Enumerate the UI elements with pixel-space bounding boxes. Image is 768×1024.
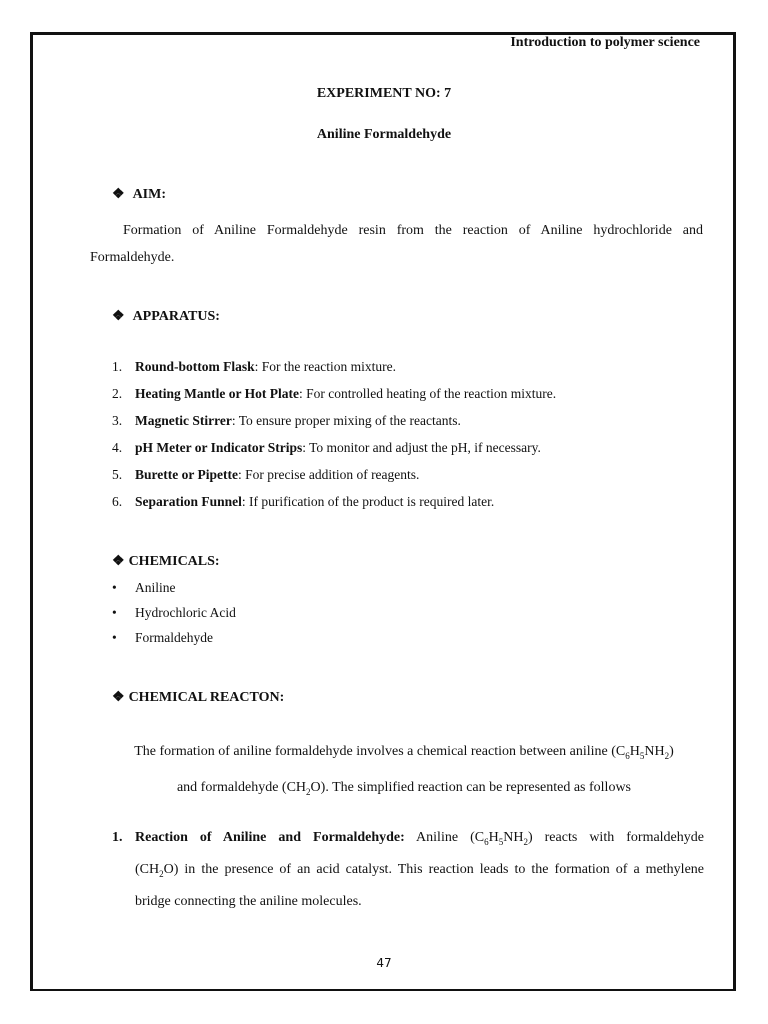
diamond-bullet-icon: ❖ [112,690,125,705]
experiment-number: EXPERIMENT NO: 7 [316,86,452,101]
item-number: 2. [112,386,123,401]
step-line-1: 1. Reaction of Aniline and Formaldehyde: Aniline $(C_6H_5NH_2)$ reacts with formaldehyde [112,830,704,847]
item-name: Round-bottom Flask [135,359,255,374]
item-description: : For precise addition of reagents. [237,467,420,482]
list-item [112,464,556,491]
step-title: Reaction of Aniline and Formaldehyde: [135,830,405,845]
chemicals-heading [112,553,220,570]
apparatus-list [112,356,556,518]
aim-heading [112,186,166,203]
item-name: Separation Funnel [135,494,242,509]
chemical-name: Aniline [135,580,176,595]
chemicals-heading-text: CHEMICALS: [128,554,220,569]
aim-heading-text: AIM: [132,187,166,202]
list-item [112,578,236,603]
step-line-2: $(CH_2O)$ in the presence of an acid catalyst. This reaction leads to the formation of a methylene [135,861,704,879]
list-item [112,628,236,653]
aim-line-2: Formaldehyde. [90,250,175,265]
apparatus-heading [112,308,220,325]
item-number: 5. [112,467,123,482]
reaction-heading [112,689,284,706]
running-header: Introduction to polymer science [510,35,700,50]
aim-paragraph [90,217,703,271]
item-name: Burette or Pipette [135,467,238,482]
chemical-name: Hydrochloric Acid [135,605,236,620]
reaction-intro [90,736,718,808]
item-number: 4. [112,440,123,455]
experiment-name: Aniline Formaldehyde [316,127,452,142]
item-number: 6. [112,494,123,509]
bullet-icon: • [112,630,117,645]
reaction-intro-line-1: The formation of aniline formaldehyde involves a chemical reaction between aniline $(C_6H_5NH_2)$ [134,744,674,761]
list-item [112,491,556,518]
item-description: : For controlled heating of the reaction mixture. [298,386,557,401]
item-number: 3. [112,413,123,428]
item-description: : To ensure proper mixing of the reactants. [231,413,461,428]
list-item [112,437,556,464]
diamond-bullet-icon: ❖ [112,554,125,569]
reaction-heading-text: CHEMICAL REACTON: [128,690,285,705]
diamond-bullet-icon: ❖ [112,309,125,324]
reaction-step-1 [112,824,704,915]
bullet-icon: • [112,605,117,620]
chemical-name: Formaldehyde [135,630,213,645]
item-name: Heating Mantle or Hot Plate [135,386,299,401]
step-line-3: bridge connecting the aniline molecules. [135,893,362,909]
bullet-icon: • [112,580,117,595]
chemicals-list [112,578,236,653]
list-item [112,410,556,437]
item-description: : For the reaction mixture. [254,359,396,374]
list-item [112,383,556,410]
item-number: 1. [112,359,123,374]
list-item [112,603,236,628]
item-name: pH Meter or Indicator Strips [135,440,303,455]
page-number: 47 [376,956,392,970]
aim-line-1: Formation of Aniline Formaldehyde resin from the reaction of Aniline hydrochloride and [123,223,703,238]
item-name: Magnetic Stirrer [135,413,232,428]
item-description: : If purification of the product is required later. [241,494,495,509]
list-item [112,356,556,383]
diamond-bullet-icon: ❖ [112,187,125,202]
apparatus-heading-text: APPARATUS: [132,309,220,324]
item-description: : To monitor and adjust the pH, if necessary. [302,440,541,455]
reaction-intro-line-2: and formaldehyde $(CH_2O)$. The simplified reaction can be represented as follows [176,779,632,797]
